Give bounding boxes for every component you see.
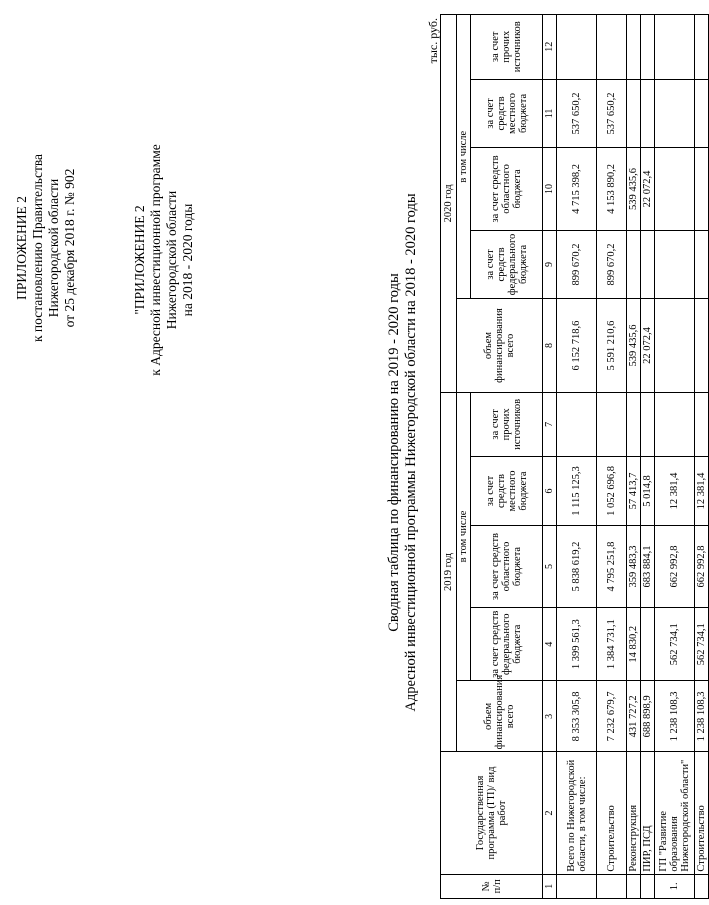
column-number: 12 [543, 15, 557, 80]
value-cell: 562 734,1 [655, 608, 695, 681]
header-federal: за счет средств федерального бюджета [471, 230, 543, 299]
value-cell: 12 381,4 [695, 457, 709, 526]
value-cell: 1 052 696,8 [597, 457, 627, 526]
header-regional: за счет средств областного бюджета [471, 148, 543, 230]
value-cell: 5 838 619,2 [557, 525, 597, 607]
value-cell: 1 384 731,1 [597, 608, 627, 681]
financing-table [440, 14, 709, 899]
value-cell [557, 392, 597, 456]
value-cell: 1 399 561,3 [557, 608, 597, 681]
value-cell: 562 734,1 [695, 608, 709, 681]
appendix-line: Нижегородской области [46, 178, 61, 318]
appendix-line: на 2018 - 2020 годы [180, 203, 195, 317]
value-cell [655, 79, 695, 148]
header-total-2019: объем финансирования всего [457, 681, 543, 752]
value-cell [627, 230, 641, 299]
document-title: Сводная таблица по финансированию на 2019 - 2020 годы [386, 273, 402, 632]
value-cell [655, 392, 695, 456]
column-number: 9 [543, 230, 557, 299]
value-cell [641, 79, 655, 148]
appendix-title: "ПРИЛОЖЕНИЕ 2 [132, 205, 147, 315]
row-label: Строительство [597, 752, 627, 874]
column-number: 4 [543, 608, 557, 681]
column-number: 6 [543, 457, 557, 526]
header-other: за счет прочих источников [471, 392, 543, 456]
value-cell [627, 15, 641, 80]
value-cell [627, 392, 641, 456]
value-cell [655, 15, 695, 80]
table-row [597, 15, 627, 899]
value-cell: 5 591 210,6 [597, 299, 627, 392]
value-cell [597, 392, 627, 456]
value-cell: 5 014,8 [641, 457, 655, 526]
row-label: ПИР, ПСД [641, 752, 655, 874]
row-number [695, 874, 709, 898]
value-cell [641, 230, 655, 299]
column-number: 2 [543, 752, 557, 874]
unit-label: тыс. руб. [426, 18, 440, 64]
appendix-line: к Адресной инвестиционной программе [148, 144, 163, 376]
row-label: ГП "Развитие образования Нижегородской области" [655, 752, 695, 874]
column-number-row [543, 15, 557, 899]
value-cell [695, 392, 709, 456]
value-cell: 537 650,2 [557, 79, 597, 148]
table-body [557, 15, 709, 899]
appendix-header-2 [132, 60, 196, 460]
row-label: Строительство [695, 752, 709, 874]
value-cell: 57 413,7 [627, 457, 641, 526]
value-cell: 22 072,4 [641, 148, 655, 230]
header-other: за счет прочих источников [471, 15, 543, 80]
value-cell [597, 15, 627, 80]
column-number: 1 [543, 874, 557, 898]
header-local: за счет средств местного бюджета [471, 457, 543, 526]
document-subtitle: Адресной инвестиционной программы Нижегородской области на 2018 - 2020 годы [403, 193, 419, 712]
value-cell: 537 650,2 [597, 79, 627, 148]
value-cell: 431 727,2 [627, 681, 641, 752]
value-cell: 1 115 125,3 [557, 457, 597, 526]
value-cell: 8 353 305,8 [557, 681, 597, 752]
value-cell: 662 992,8 [655, 525, 695, 607]
column-number: 5 [543, 525, 557, 607]
value-cell [655, 299, 695, 392]
value-cell [641, 15, 655, 80]
appendix-header-1 [14, 48, 78, 448]
table-row [627, 15, 641, 899]
value-cell [627, 79, 641, 148]
appendix-line: к постановлению Правительства [30, 153, 45, 343]
value-cell: 683 884,1 [641, 525, 655, 607]
row-number [557, 874, 597, 898]
header-regional: за счет средств областного бюджета [471, 525, 543, 607]
header-year-2020: 2020 год [441, 15, 457, 393]
column-number: 10 [543, 148, 557, 230]
column-number: 8 [543, 299, 557, 392]
appendix-line: Нижегородской области [164, 190, 179, 330]
value-cell: 688 898,9 [641, 681, 655, 752]
value-cell: 22 072,4 [641, 299, 655, 392]
row-label: Реконструкция [627, 752, 641, 874]
value-cell: 12 381,4 [655, 457, 695, 526]
value-cell [695, 79, 709, 148]
value-cell: 6 152 718,6 [557, 299, 597, 392]
header-federal: за счет средств федерального бюджета [471, 608, 543, 681]
header-program: Государственная программа (ГП)/ вид работ [441, 752, 543, 874]
value-cell: 899 670,2 [557, 230, 597, 299]
value-cell: 539 435,6 [627, 148, 641, 230]
value-cell [641, 392, 655, 456]
value-cell: 14 830,2 [627, 608, 641, 681]
row-label: Всего по Нижегородской области, в том числе: [557, 752, 597, 874]
table-row [655, 15, 695, 899]
value-cell [641, 608, 655, 681]
appendix-title: ПРИЛОЖЕНИЕ 2 [14, 196, 29, 300]
value-cell [695, 148, 709, 230]
appendix-line: от 25 декабря 2018 г. № 902 [62, 168, 77, 328]
header-including-2019: в том числе [457, 392, 471, 681]
row-number: 1. [655, 874, 695, 898]
value-cell: 539 435,6 [627, 299, 641, 392]
value-cell: 359 483,3 [627, 525, 641, 607]
value-cell: 1 238 108,3 [695, 681, 709, 752]
value-cell: 899 670,2 [597, 230, 627, 299]
value-cell [557, 15, 597, 80]
value-cell: 662 992,8 [695, 525, 709, 607]
value-cell: 4 715 398,2 [557, 148, 597, 230]
row-number [641, 874, 655, 898]
value-cell: 7 232 679,7 [597, 681, 627, 752]
column-number: 3 [543, 681, 557, 752]
column-number: 7 [543, 392, 557, 456]
value-cell: 1 238 108,3 [655, 681, 695, 752]
value-cell: 4 153 890,2 [597, 148, 627, 230]
table-row [641, 15, 655, 899]
value-cell [655, 148, 695, 230]
value-cell: 4 795 251,8 [597, 525, 627, 607]
header-including-2020: в том числе [457, 15, 471, 299]
table-row [557, 15, 597, 899]
column-number: 11 [543, 79, 557, 148]
value-cell [655, 230, 695, 299]
header-total-2020: объем финансирования всего [457, 299, 543, 392]
row-number [597, 874, 627, 898]
header-year-2019: 2019 год [441, 392, 457, 752]
table-row [695, 15, 709, 899]
value-cell [695, 299, 709, 392]
value-cell [695, 230, 709, 299]
value-cell [695, 15, 709, 80]
header-local: за счет средств местного бюджета [471, 79, 543, 148]
row-number [627, 874, 641, 898]
header-num: № п/п [441, 874, 543, 898]
